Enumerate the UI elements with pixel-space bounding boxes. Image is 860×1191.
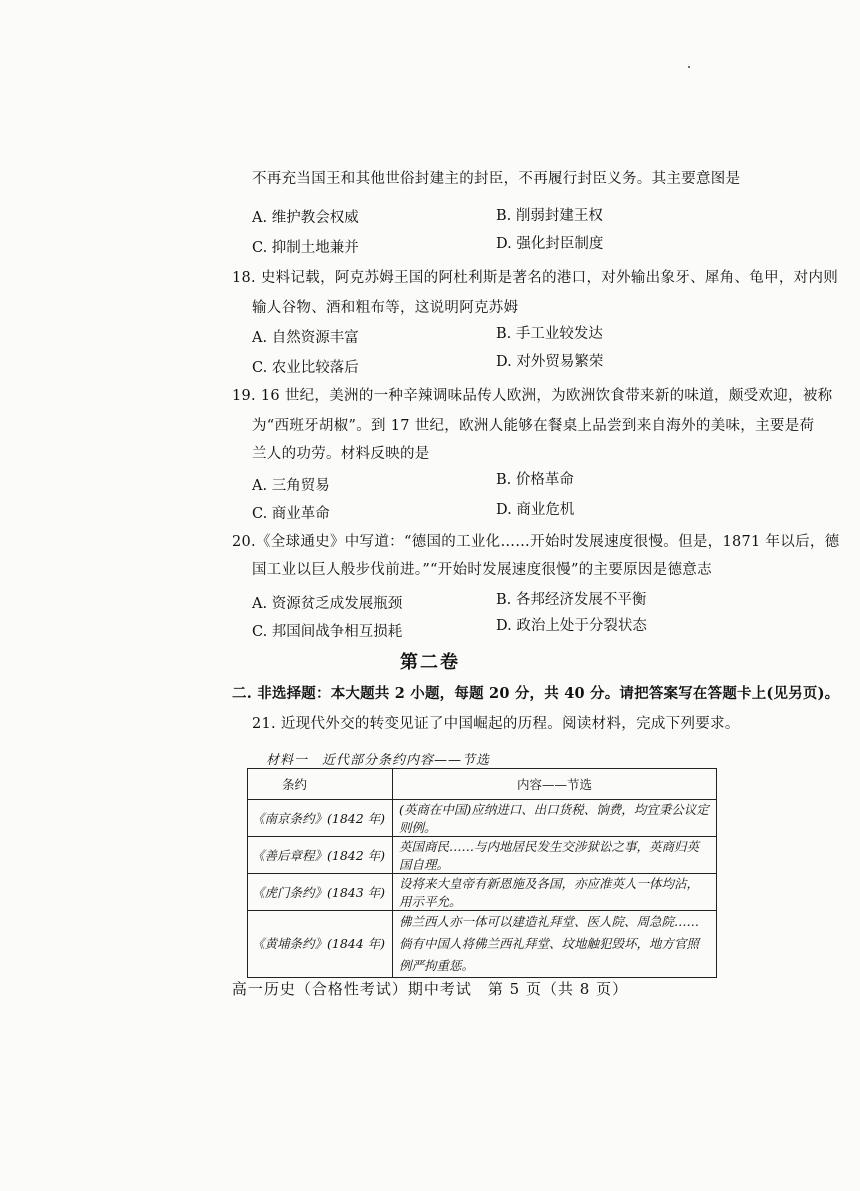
treaty-name: 《善后章程》(1842 年) [248,837,393,874]
q19-option-d: D. 商业危机 [496,502,575,518]
treaty-name: 《黄埔条约》(1844 年) [248,911,393,978]
q18-stem-line2: 输人谷物、酒和粗布等，这说明阿克苏姆 [252,300,519,316]
section-instruction: 二. 非选择题：本大题共 2 小题，每题 20 分，共 40 分。请把答案写在答题卡上(见另页)。 [232,685,840,702]
page-footer: 高一历史（合格性考试）期中考试 第 5 页（共 8 页） [231,980,629,998]
q18-option-a: A. 自然资源丰富 [252,330,359,346]
treaty-content: (英商在中国)应纳进口、出口货税、饷费，均宜秉公议定则例。 [393,800,717,837]
table-row [248,837,717,874]
q19-stem-line3: 兰人的功劳。材料反映的是 [252,446,430,462]
q17-option-b: B. 削弱封建王权 [496,208,603,224]
q21-stem: 21. 近现代外交的转变见证了中国崛起的历程。阅读材料，完成下列要求。 [252,716,740,732]
q19-stem-line2: 为“西班牙胡椒”。到 17 世纪，欧洲人能够在餐桌上品尝到来自海外的美味，主要是荷 [252,418,815,434]
treaty-name: 《虎门条约》(1843 年) [248,874,393,911]
q18-option-b: B. 手工业较发达 [496,326,603,342]
q19-option-c: C. 商业革命 [252,506,330,522]
q20-option-c: C. 邦国间战争相互损耗 [252,624,403,640]
table-row [248,800,717,837]
q20-option-b: B. 各邦经济发展不平衡 [496,592,647,608]
treaty-content: 英国商民……与内地居民发生交涉狱讼之事，英商归英国自理。 [393,837,717,874]
q19-option-b: B. 价格革命 [496,472,574,488]
header-content: 内容——节选 [393,769,717,800]
q18-option-c: C. 农业比较落后 [252,360,359,376]
q20-option-a: A. 资源贫乏成发展瓶颈 [252,596,403,612]
table-row [248,911,717,978]
q20-stem-line2: 国工业以巨人般步伐前进。”“开始时发展速度很慢”的主要原因是德意志 [252,562,712,578]
q18-option-d: D. 对外贸易繁荣 [496,354,604,370]
material-caption: 材料一 近代部分条约内容——节选 [266,753,491,768]
header-treaty: 条约 [248,769,393,800]
section-title: 第二卷 [400,652,460,673]
q17-option-a: A. 维护教会权威 [252,210,359,226]
q17-stem-continued: 不再充当国王和其他世俗封建主的封臣，不再履行封臣义务。其主要意图是 [252,171,741,187]
table-row [248,874,717,911]
q17-option-c: C. 抑制土地兼并 [252,240,359,256]
q20-stem-line1: 20.《全球通史》中写道：“德国的工业化……开始时发展速度很慢。但是，1871 年以后，德 [232,534,840,550]
table-header-row [248,769,717,800]
scan-speck [688,66,690,68]
treaty-content: 佛兰西人亦一体可以建造礼拜堂、医人院、周急院……倘有中国人将佛兰西礼拜堂、坟地触犯毁坏，地方官照例严拘重惩。 [393,911,717,978]
treaty-name: 《南京条约》(1842 年) [248,800,393,837]
q19-stem-line1: 19. 16 世纪，美洲的一种辛辣调味品传人欧洲，为欧洲饮食带来新的味道，颇受欢迎，被称 [232,388,833,404]
q17-option-d: D. 强化封臣制度 [496,236,604,252]
q19-option-a: A. 三角贸易 [252,478,330,494]
q18-stem-line1: 18. 史料记载，阿克苏姆王国的阿杜利斯是著名的港口，对外输出象牙、犀角、龟甲，对内则 [232,270,839,286]
q20-option-d: D. 政治上处于分裂状态 [496,618,647,634]
treaty-table [247,768,717,978]
treaty-content: 设将来大皇帝有新恩施及各国，亦应准英人一体均沾，用示平允。 [393,874,717,911]
